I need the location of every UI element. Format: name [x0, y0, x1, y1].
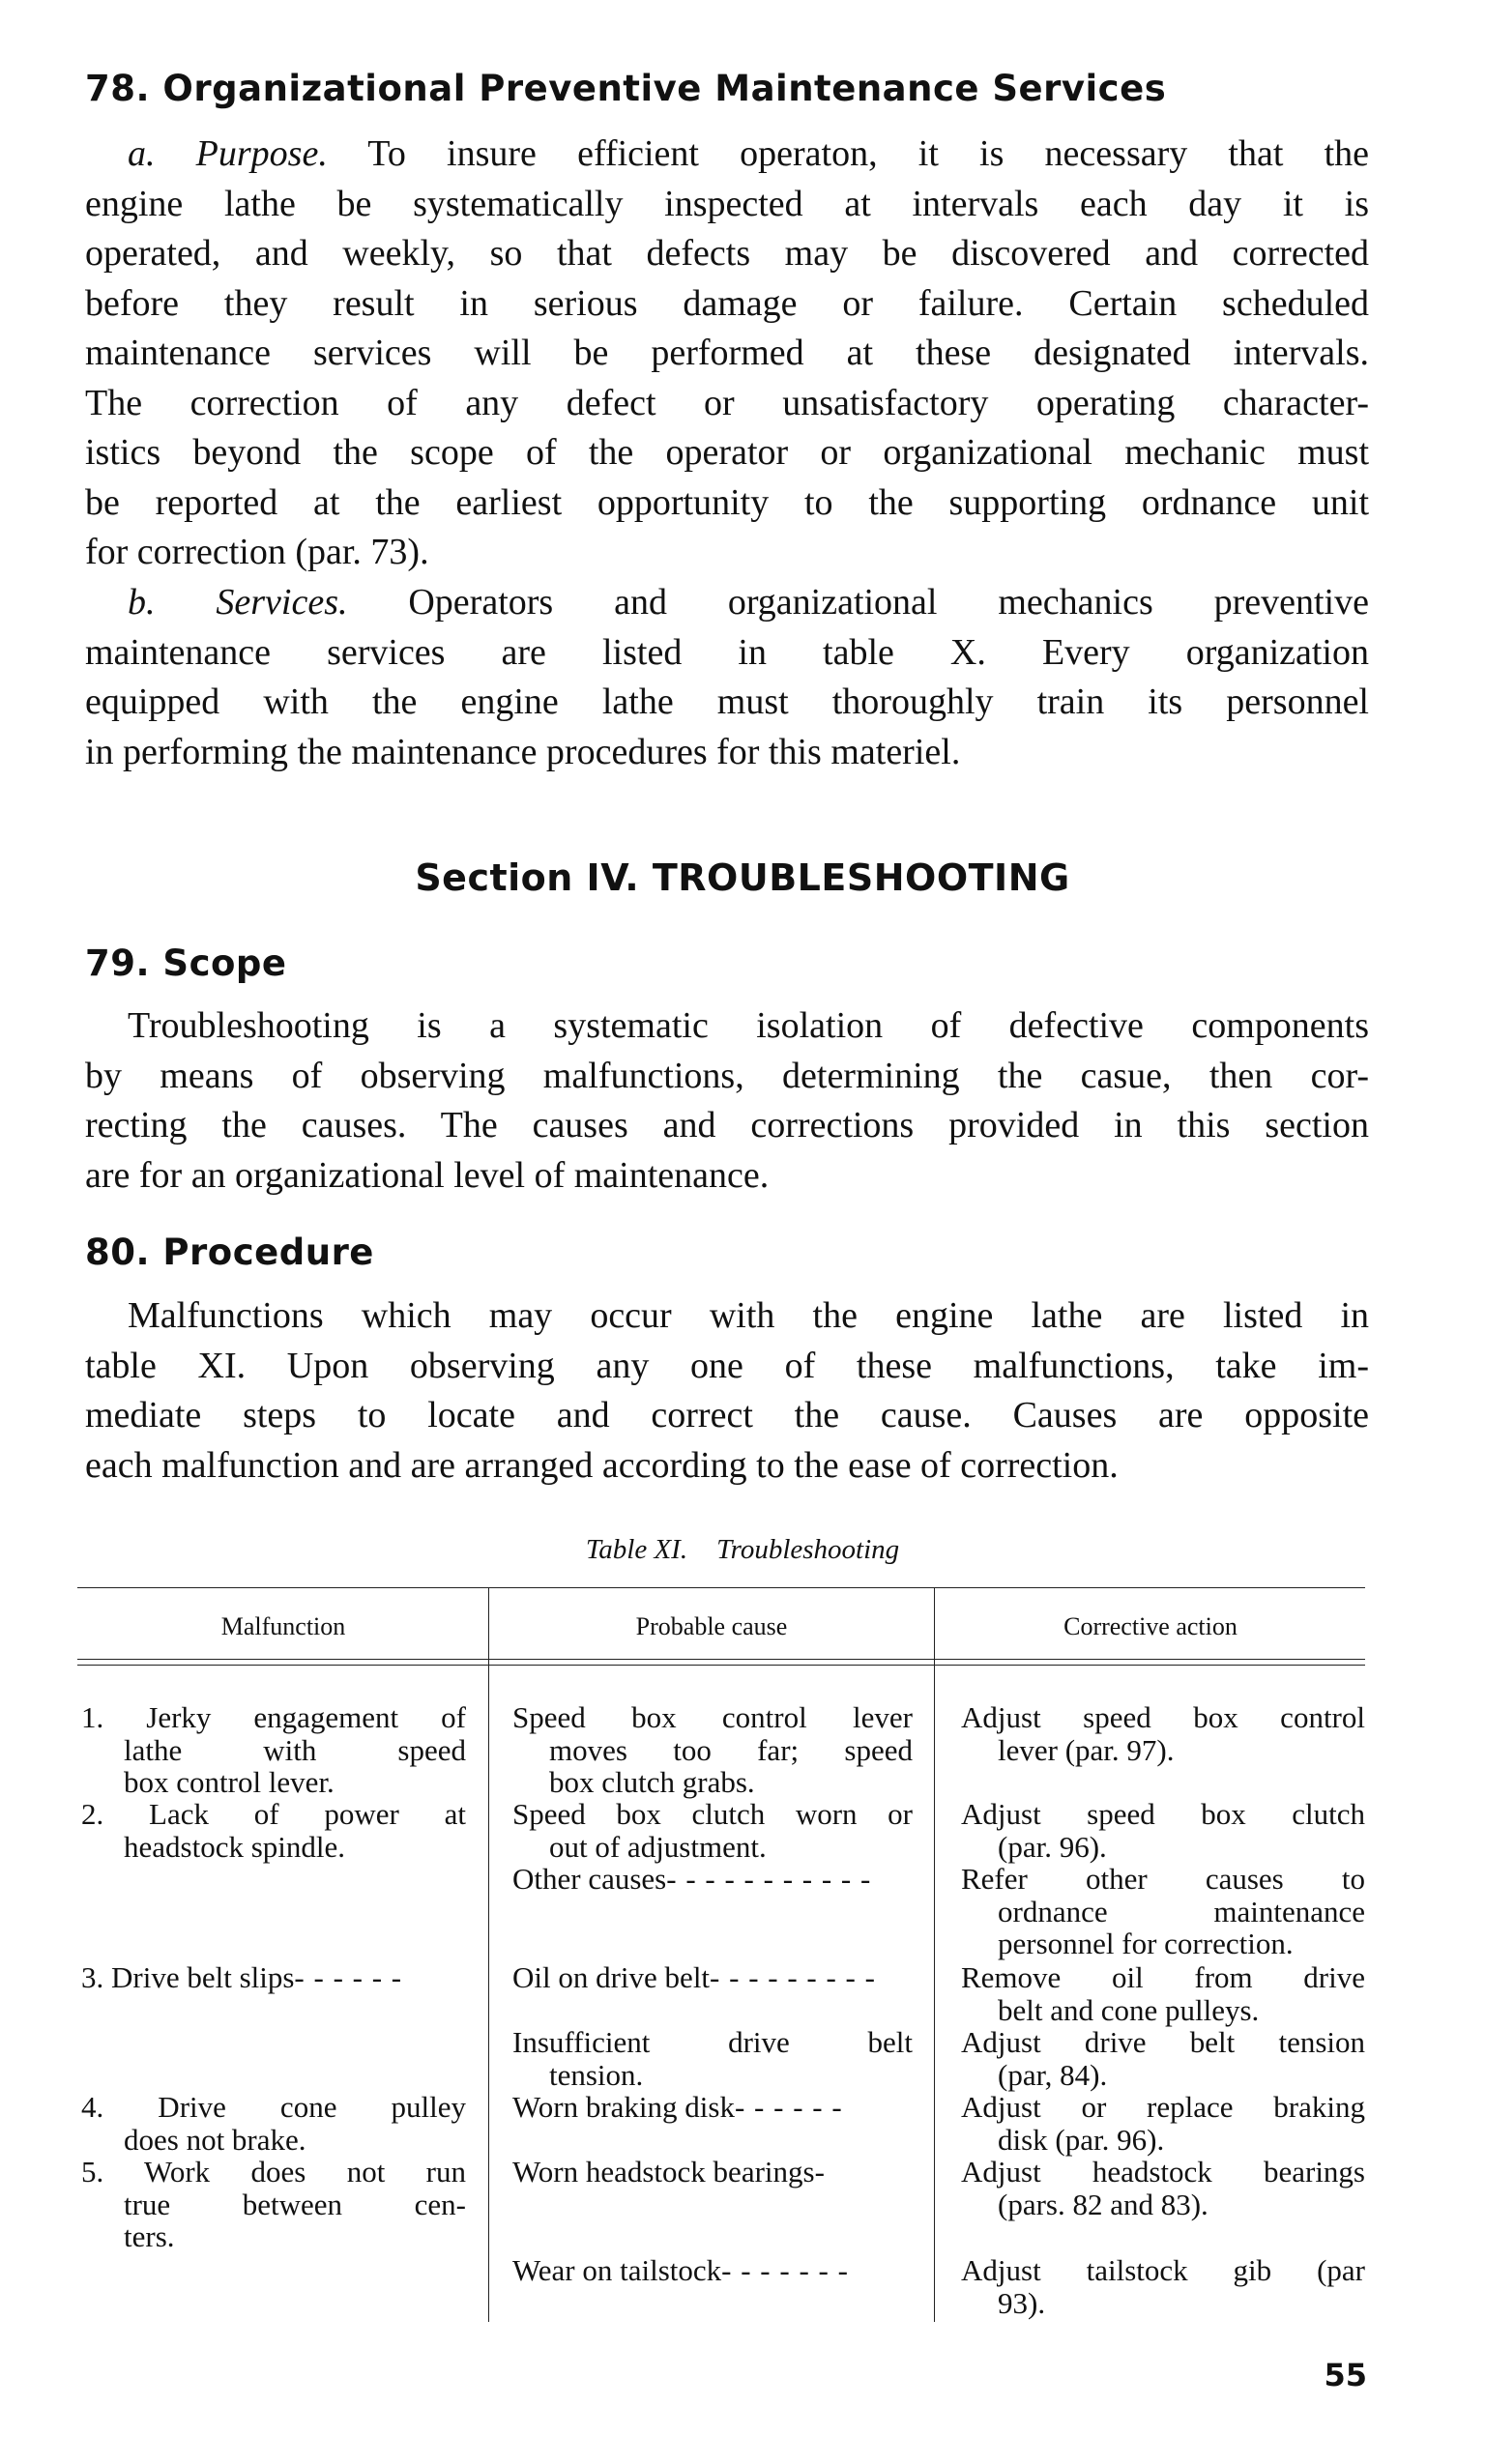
- table-cell-cause: [512, 1798, 913, 1863]
- cell-line: Oil on drive belt- - - - - - - - -: [512, 1960, 876, 1994]
- cell-line: Refer other causes to: [961, 1862, 1365, 1896]
- table-column-divider: [934, 1587, 935, 2322]
- para-80-line: Malfunctions which may occur with the engine lathe are listed in: [128, 1295, 1369, 1336]
- cell-line: 3. Drive belt slips- - - - - -: [81, 1960, 403, 1994]
- para-79-line: by means of observing malfunctions, determining the casue, then cor-: [85, 1055, 1369, 1096]
- para-78-b-label: b. Services.: [128, 582, 348, 623]
- cell-line: (par, 84).: [998, 2057, 1108, 2092]
- para-80-line: mediate steps to locate and correct the cause. Causes are opposite: [85, 1395, 1369, 1435]
- para-78-a-line: istics beyond the scope of the operator or organizational mechanic must: [85, 432, 1369, 473]
- leader-dots: - - - - - -: [294, 1960, 403, 1994]
- table-cell-cause: [512, 1961, 913, 1994]
- leader-dots: - - - - - - - - - - -: [666, 1862, 872, 1896]
- cell-line: Adjust tailstock gib (par: [961, 2253, 1365, 2287]
- cell-line: Remove oil from drive: [961, 1960, 1365, 1994]
- para-80-line: table XI. Upon observing any one of these malfunctions, take im-: [85, 1345, 1369, 1386]
- para-78-b-line: equipped with the engine lathe must thoroughly train its personnel: [85, 681, 1369, 722]
- cell-line: Adjust speed box clutch: [961, 1797, 1365, 1831]
- para-78-a-line: before they result in serious damage or failure. Certain scheduled: [85, 282, 1369, 324]
- para-78-a-line: operated, and weekly, so that defects may be discovered and corrected: [85, 233, 1369, 274]
- page-number: 55: [1324, 2357, 1367, 2393]
- section-title: Section IV. TROUBLESHOOTING: [415, 856, 1070, 899]
- para-78-b-line: b. Services. Operators and organizational mechanics preventive: [128, 582, 1369, 623]
- table-cell-malfunction: [81, 1961, 466, 1994]
- table-cell-action: [961, 1863, 1365, 1960]
- cell-line: true between cen-: [124, 2187, 466, 2221]
- para-79-line: Troubleshooting is a systematic isolation of defective components: [128, 1005, 1369, 1046]
- table-cell-action: [961, 1701, 1365, 1766]
- cell-line: 5. Work does not run: [81, 2155, 466, 2189]
- table-top-rule: [77, 1587, 1365, 1588]
- cell-line: 93).: [998, 2285, 1046, 2320]
- cell-line: does not brake.: [124, 2122, 306, 2157]
- cell-line: Adjust or replace braking: [961, 2090, 1365, 2124]
- cell-line: Adjust headstock bearings: [961, 2155, 1365, 2189]
- table-cell-action: [961, 2026, 1365, 2091]
- para-80-body: [85, 1291, 1369, 1491]
- para-78-a-line: for correction (par. 73).: [85, 532, 429, 572]
- table-cell-action: [961, 2091, 1365, 2156]
- table-header-malfunction: Malfunction: [220, 1612, 346, 1640]
- cell-line: out of adjustment.: [549, 1829, 767, 1864]
- table-cell-cause: [512, 2091, 913, 2124]
- table-cell-action: [961, 2156, 1365, 2220]
- para-78-b-line: maintenance services are listed in table X. Every organization: [85, 631, 1369, 673]
- table-caption-title: Troubleshooting: [716, 1534, 900, 1565]
- table-cell-cause: [512, 2026, 913, 2091]
- cell-line: moves too far; speed: [549, 1732, 913, 1767]
- heading-para-78: 78. Organizational Preventive Maintenance Services: [85, 68, 1167, 109]
- leader-dots: - - - - - - - - -: [710, 1960, 876, 1994]
- table-cell-action: [961, 2254, 1365, 2319]
- cell-line: personnel for correction.: [998, 1927, 1294, 1960]
- heading-para-80: 80. Procedure: [85, 1232, 374, 1273]
- table-header-probable-cause: Probable cause: [635, 1612, 788, 1640]
- para-78-a-line: a. Purpose. To insure efficient operaton, it is necessary that the: [128, 133, 1369, 174]
- table-cell-cause: [512, 1701, 913, 1799]
- leader-dots: - - - - - - -: [721, 2253, 849, 2287]
- cell-line: box clutch grabs.: [549, 1765, 755, 1799]
- cell-line: Adjust speed box control: [961, 1700, 1365, 1734]
- cell-line: Other causes- - - - - - - - - - -: [512, 1862, 872, 1896]
- cell-line: Speed box control lever: [512, 1700, 913, 1734]
- para-79-body: [85, 1001, 1369, 1201]
- para-78-a: [85, 130, 1369, 578]
- table-cell-malfunction: [81, 2156, 466, 2253]
- leader-dots: -: [814, 2155, 826, 2189]
- cell-line: Insufficient drive belt: [512, 2025, 913, 2059]
- leader-dots: - - - - - -: [734, 2090, 843, 2124]
- para-78-a-label: a. Purpose.: [128, 133, 328, 174]
- table-cell-cause: [512, 1863, 913, 1896]
- table-header-corrective-action: Corrective action: [1063, 1612, 1238, 1640]
- cell-line: 2. Lack of power at: [81, 1797, 466, 1831]
- table-column-divider: [488, 1587, 489, 2322]
- cell-line: 1. Jerky engagement of: [81, 1700, 466, 1734]
- para-80-line: each malfunction and are arranged according to the ease of correction.: [85, 1444, 1119, 1486]
- cell-line: ordnance maintenance: [998, 1894, 1365, 1928]
- para-78-b-line: in performing the maintenance procedures for this materiel.: [85, 731, 961, 772]
- cell-line: belt and cone pulleys.: [998, 1992, 1260, 2027]
- cell-line: lever (par. 97).: [998, 1732, 1175, 1767]
- para-79-line: are for an organizational level of maintenance.: [85, 1154, 770, 1196]
- cell-line: (par. 96).: [998, 1829, 1107, 1864]
- cell-line: Worn braking disk- - - - - -: [512, 2090, 843, 2124]
- para-79-line: recting the causes. The causes and corrections provided in this section: [85, 1105, 1369, 1145]
- cell-line: tension.: [549, 2057, 644, 2092]
- table-cell-malfunction: [81, 1798, 466, 1863]
- para-78-b: [85, 578, 1369, 777]
- cell-line: ters.: [124, 2219, 175, 2253]
- cell-line: 4. Drive cone pulley: [81, 2090, 466, 2124]
- cell-line: box control lever.: [124, 1765, 335, 1799]
- table-cell-action: [961, 1798, 1365, 1863]
- cell-line: headstock spindle.: [124, 1829, 346, 1864]
- table-cell-action: [961, 1961, 1365, 2026]
- cell-line: Adjust drive belt tension: [961, 2025, 1365, 2059]
- para-78-a-line: engine lathe be systematically inspected at intervals each day it is: [85, 183, 1369, 224]
- cell-line: lathe with speed: [124, 1732, 466, 1767]
- table-cell-malfunction: [81, 2091, 466, 2156]
- table-header-rule: [77, 1665, 1365, 1666]
- table-cell-cause: [512, 2156, 913, 2189]
- para-78-a-line: The correction of any defect or unsatisfactory operating character-: [85, 382, 1369, 423]
- cell-line: disk (par. 96).: [998, 2122, 1165, 2157]
- cell-line: Speed box clutch worn or: [512, 1797, 913, 1831]
- table-header-rule: [77, 1659, 1365, 1660]
- table-caption: [0, 1534, 1485, 1566]
- cell-line: Wear on tailstock- - - - - - -: [512, 2253, 849, 2287]
- para-78-a-line: be reported at the earliest opportunity to the supporting ordnance unit: [85, 481, 1369, 523]
- table-cell-malfunction: [81, 1701, 466, 1799]
- table-caption-label: Table XI.: [585, 1534, 688, 1565]
- para-78-a-line: maintenance services will be performed at these designated intervals.: [85, 333, 1369, 373]
- cell-line: Worn headstock bearings-: [512, 2155, 826, 2189]
- heading-para-79: 79. Scope: [85, 942, 287, 984]
- cell-line: (pars. 82 and 83).: [998, 2187, 1208, 2221]
- table-cell-cause: [512, 2254, 913, 2287]
